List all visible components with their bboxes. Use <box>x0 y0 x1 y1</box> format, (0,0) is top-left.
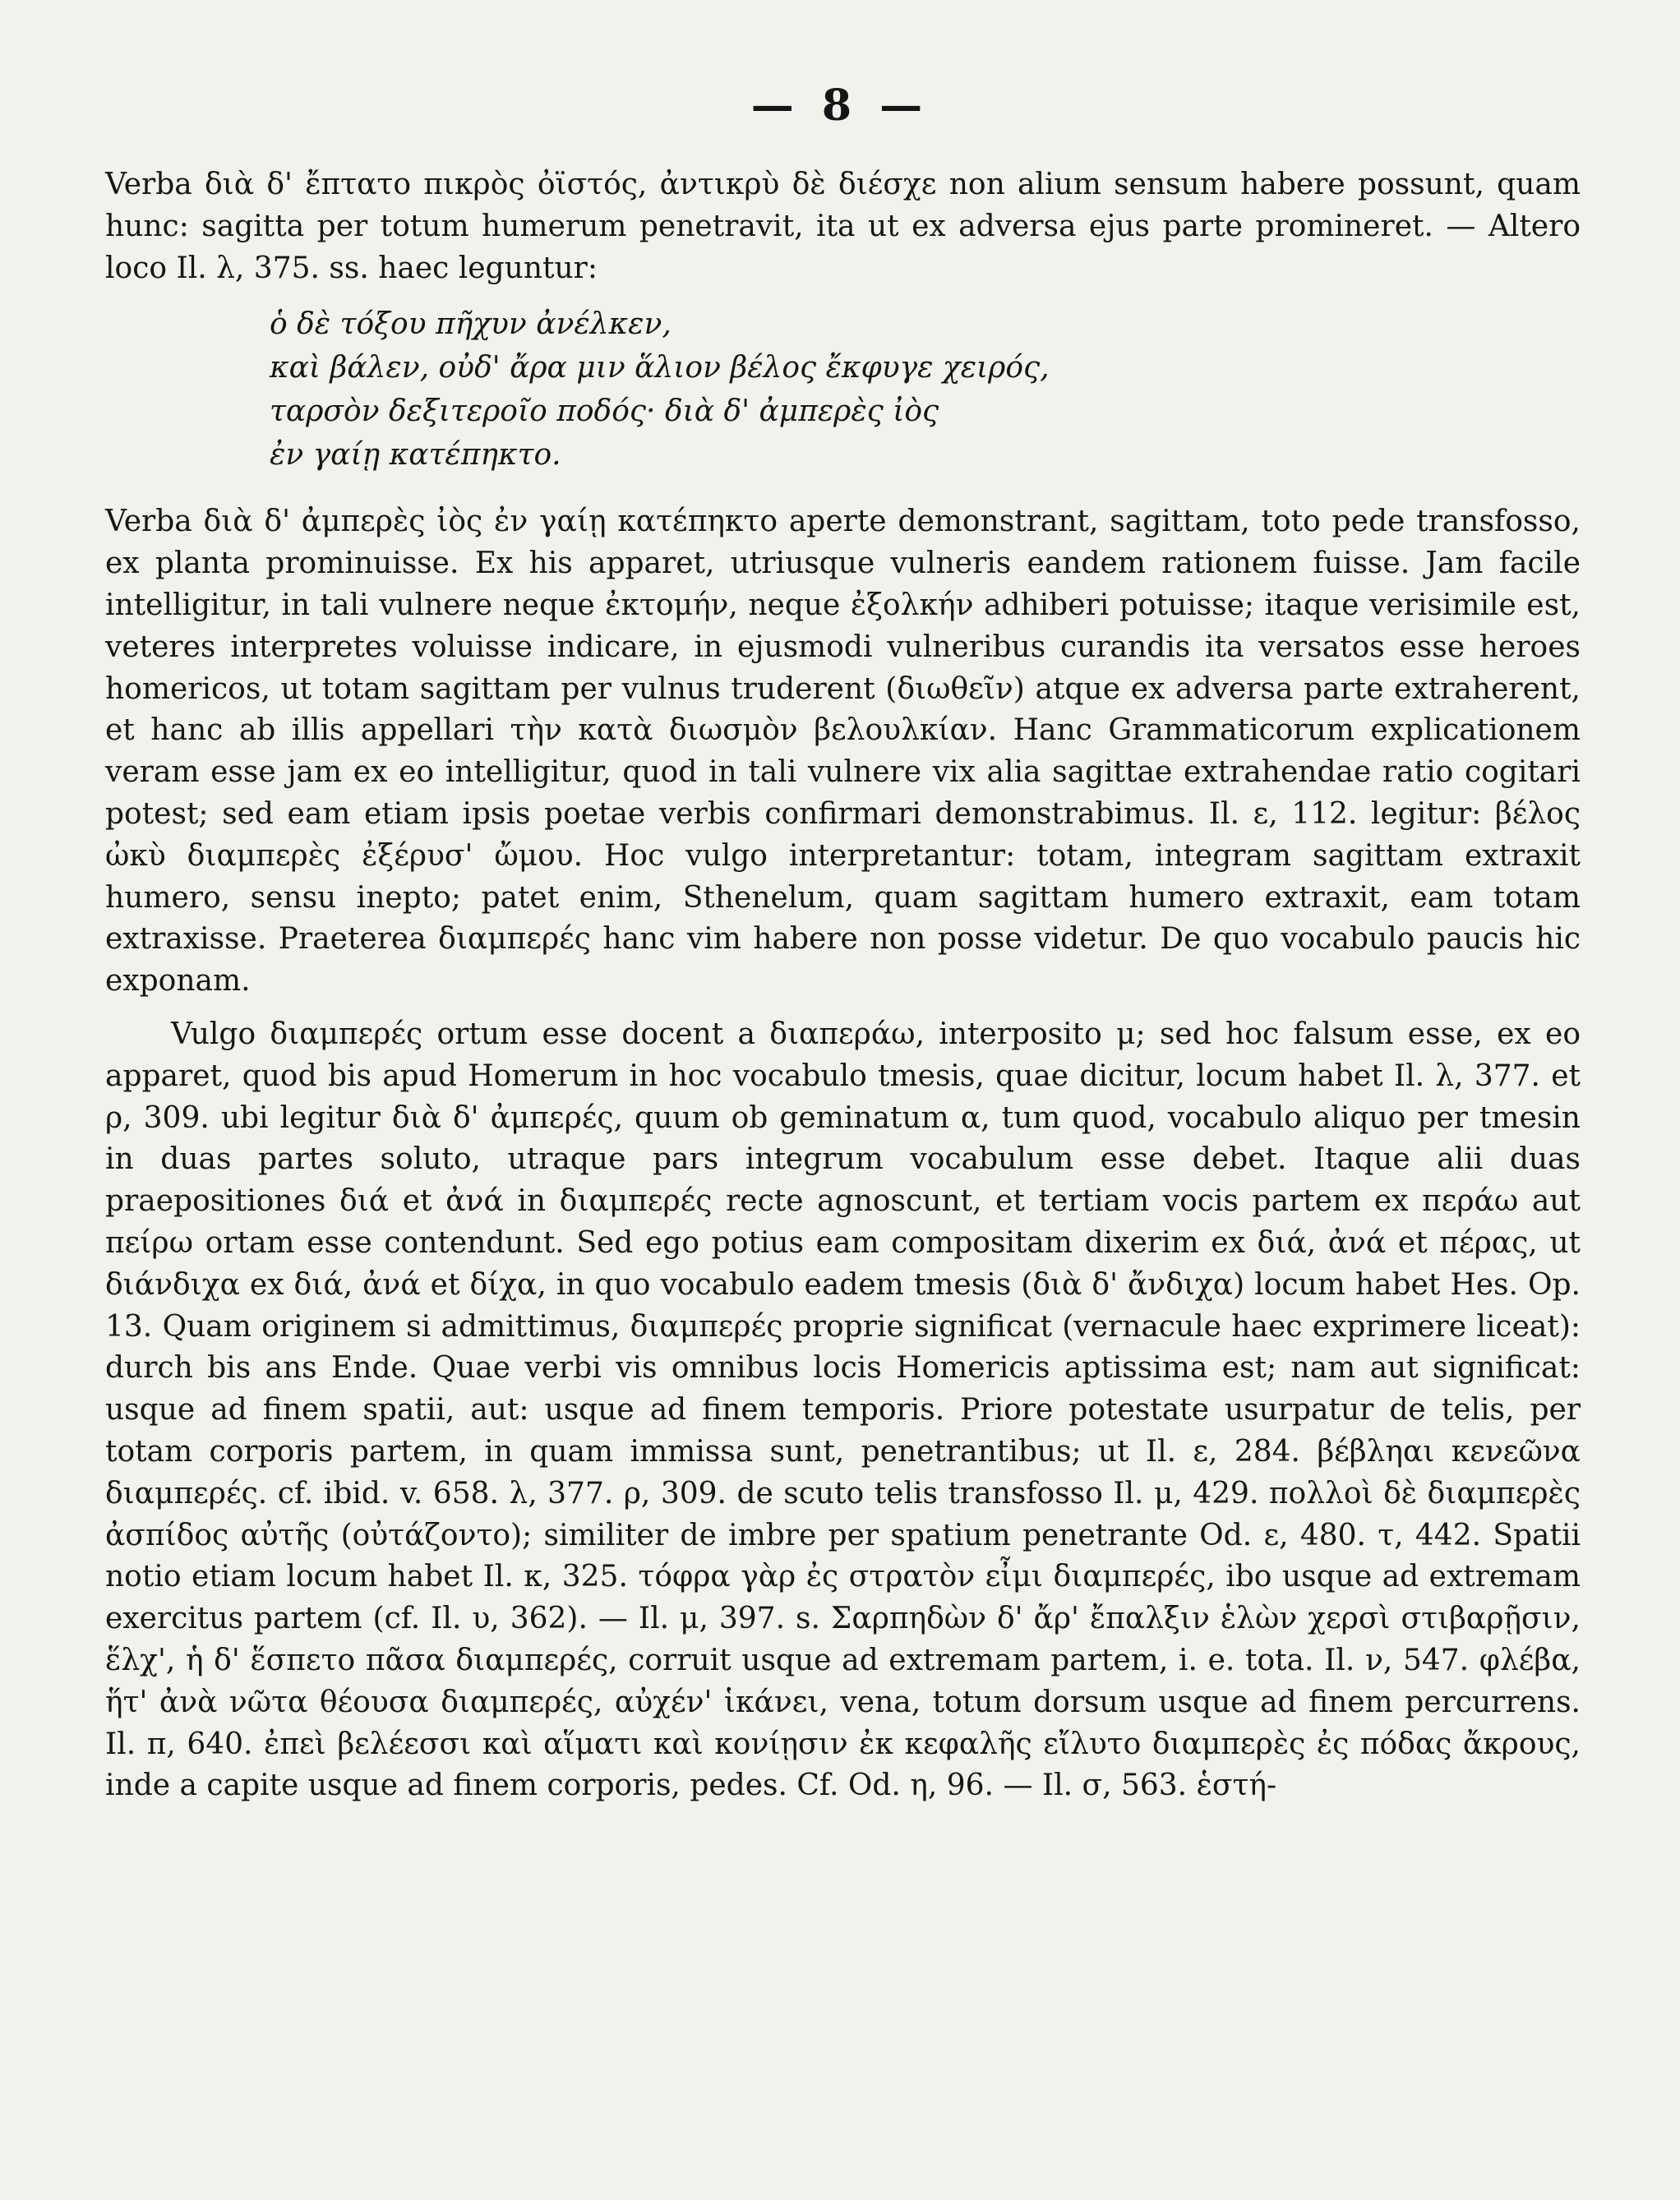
paragraph-2: Verba διὰ δ' ἀμπερὲς ἰὸς ἐν γαίῃ κατέπηκτο aperte demonstrant, sagittam, toto pede transfosso, ex planta prominuisse. Ex his apparet, utriusque vulneris eandem rationem fuisse. Jam facile intelligitur, in tali vulnere neque ἐκτομήν, neque ἐξολκήν adhiberi potuisse; itaque verisimile est, veteres interpretes voluisse indicare, in ejusmodi vulneribus curandis ita versatos esse heroes homericos, ut totam sagittam per vulnus truderent (διωθεῖν) atque ex adversa parte extraherent, et hanc ab illis appellari τὴν κατὰ διωσμὸν βελουλκίαν. Hanc Grammaticorum explicationem veram esse jam ex eo intelligitur, quod in tali vulnere vix alia sagittae extrahendae ratio cogitari potest; sed eam etiam ipsis poetae verbis confirmari demonstrabimus. Il. ε, 112. legitur: βέλος ὠκὺ διαμπερὲς ἐξέρυσ' ὤμου. Hoc vulgo interpretantur: totam, integram sagittam extraxit humero, sensu inepto; patet enim, Sthenelum, quam sagittam humero extraxit, eam totam extraxisse. Praeterea διαμπερές hanc vim habere non posse videtur. De quo vocabulo paucis hic exponam. <box>105 505 1581 999</box>
verse-line: ἐν γαίῃ κατέπηκτο. <box>270 438 561 473</box>
paragraph-3: Vulgo διαμπερές ortum esse docent a διαπεράω, interposito μ; sed hoc falsum esse, ex eo apparet, quod bis apud Homerum in hoc vocabulo tmesis, quae dicitur, locum habet Il. λ, 377. et ρ, 309. ubi legitur διὰ δ' ἀμπερές, quum ob geminatum α, tum quod, vocabulo aliquo per tmesin in duas partes soluto, utraque pars integrum vocabulum esse debet. Itaque alii duas praepositiones διά et ἀνά in διαμπερές recte agnoscunt, et tertiam vocis partem ex περάω aut πείρω ortam esse contendunt. Sed ego potius eam compositam dixerim ex διά, ἀνά et πέρας, ut διάνδιχα ex διά, ἀνά et δίχα, in quo vocabulo eadem tmesis (διὰ δ' ἄνδιχα) locum habet Hes. Op. 13. Quam originem si admittimus, διαμπερές proprie significat (vernacule haec exprimere liceat): durch bis ans Ende. Quae verbi vis omnibus locis Homericis aptissima est; nam aut significat: usque ad finem spatii, aut: usque ad finem temporis. Priore potestate usurpatur de telis, per totam corporis partem, in quam immissa sunt, penetrantibus; ut Il. ε, 284. βέβληαι κενεῶνα διαμπερές. cf. ibid. v. 658. λ, 377. ρ, 309. de scuto telis transfosso Il. μ, 429. πολλοὶ δὲ διαμπερὲς ἀσπίδος αὐτῆς (οὐτάζοντο); similiter de imbre per spatium penetrante Od. ε, 480. τ, 442. Spatii notio etiam locum habet Il. κ, 325. τόφρα γὰρ ἐς στρατὸν εἶμι διαμπερές, ibo usque ad extremam exercitus partem (cf. Il. υ, 362). — Il. μ, 397. s. Σαρπηδὼν δ' ἄρ' ἔπαλξιν ἑλὼν χερσὶ στιβαρῇσιν, ἕλχ', ἡ δ' ἕσπετο πᾶσα διαμπερές, corruit usque ad extremam partem, i. e. tota. Il. ν, 547. φλέβα, ἥτ' ἀνὰ νῶτα θέουσα διαμπερές, αὐχέν' ἱκάνει, vena, totum dorsum usque ad finem percurrens. Il. π, 640. ἐπεὶ βελέεσσι καὶ αἵματι καὶ κονίῃσιν ἐκ κεφαλῆς εἴλυτο διαμπερὲς ἐς πόδας ἄκρους, inde a capite usque ad finem corporis, pedes. Cf. Od. η, 96. — Il. σ, 563. ἑστή- <box>105 1017 1581 1803</box>
verse-line: καὶ βάλεν, οὐδ' ἄρα μιν ἅλιον βέλος ἔκφυγε χειρός, <box>270 351 1050 385</box>
text-body <box>105 164 1581 1807</box>
verse-line: ὁ δὲ τόξου πῆχυν ἀνέλκεν, <box>270 307 672 342</box>
page-number: — 8 — <box>750 81 930 131</box>
verse-quote <box>270 302 1581 477</box>
paragraph-1: Verba διὰ δ' ἔπτατο πικρὸς ὀϊστός, ἀντικρὺ δὲ διέσχε non alium sensum habere possunt, quam hunc: sagitta per totum humerum penetravit, ita ut ex adversa ejus parte promineret. — Altero loco Il. λ, 375. ss. haec leguntur: <box>105 168 1581 285</box>
verse-line: ταρσὸν δεξιτεροῖο ποδός· διὰ δ' ἀμπερὲς ἰὸς <box>270 394 939 429</box>
